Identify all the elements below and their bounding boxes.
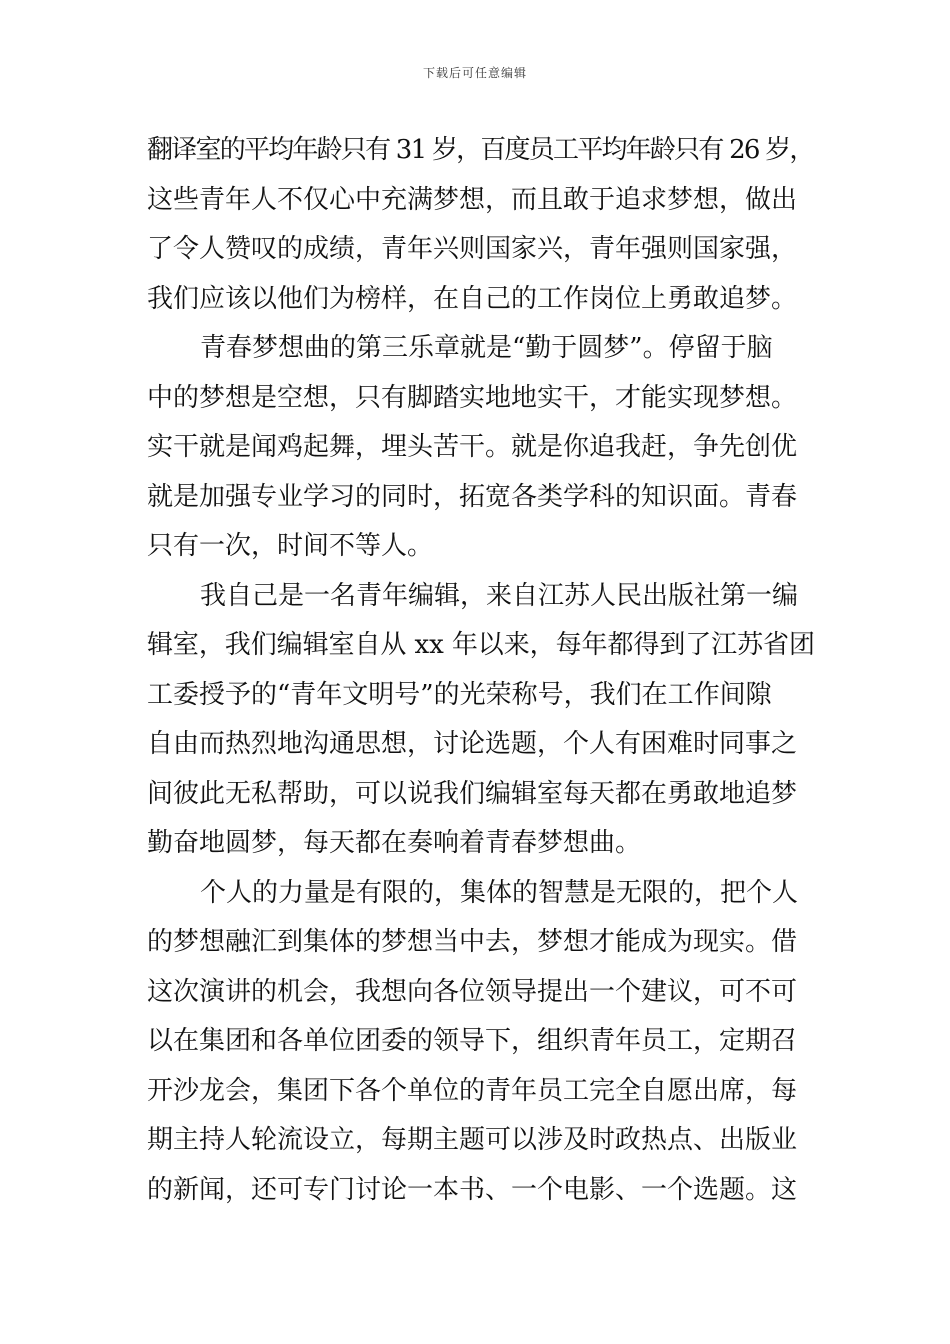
page-header: 下载后可任意编辑 <box>422 66 527 80</box>
text-line: 翻译室的平均年龄只有 31 岁，百度员工平均年龄只有 26 岁， <box>147 135 814 165</box>
text-line: 这些青年人不仅心中充满梦想，而且敢于追求梦想，做出 <box>147 184 798 215</box>
text-line: 中的梦想是空想，只有脚踏实地地实干，才能实现梦想。 <box>147 382 798 413</box>
text-line: 我自己是一名青年编辑，来自江苏人民出版社第一编 <box>200 580 799 611</box>
text-line: 间彼此无私帮助，可以说我们编辑室每天都在勇敢地追梦 <box>147 778 798 809</box>
text-line: 我们应该以他们为榜样，在自己的工作岗位上勇敢追梦。 <box>147 283 798 314</box>
text-line: 勤奋地圆梦，每天都在奏响着青春梦想曲。 <box>147 828 642 858</box>
text-line: 工委授予的“青年文明号”的光荣称号，我们在工作间隙 <box>147 679 772 710</box>
text-line: 辑室，我们编辑室自从 xx 年以来，每年都得到了江苏省团 <box>147 630 815 660</box>
text-line: 个人的力量是有限的，集体的智慧是无限的，把个人 <box>200 877 799 908</box>
text-line: 只有一次，时间不等人。 <box>147 531 434 561</box>
text-line: 就是加强专业学习的同时，拓宽各类学科的知识面。青春 <box>147 481 798 512</box>
text-line: 的新闻，还可专门讨论一本书、一个电影、一个选题。这 <box>147 1174 798 1205</box>
text-line: 了令人赞叹的成绩，青年兴则国家兴，青年强则国家强， <box>147 234 798 264</box>
text-line: 的梦想融汇到集体的梦想当中去，梦想才能成为现实。借 <box>147 927 798 957</box>
text-line: 青春梦想曲的第三乐章就是“勤于圆梦”。停留于脑 <box>200 333 773 363</box>
text-line: 自由而热烈地沟通思想，讨论选题，个人有困难时同事之 <box>147 729 798 759</box>
text-line: 期主持人轮流设立，每期主题可以涉及时政热点、出版业 <box>147 1125 798 1155</box>
text-line: 开沙龙会，集团下各个单位的青年员工完全自愿出席，每 <box>147 1075 798 1106</box>
body-text <box>147 126 815 1215</box>
text-line: 以在集团和各单位团委的领导下，组织青年员工，定期召 <box>147 1026 798 1056</box>
text-line: 这次演讲的机会，我想向各位领导提出一个建议，可不可 <box>147 976 798 1007</box>
text-line: 实干就是闻鸡起舞，埋头苦干。就是你追我赶，争先创优 <box>147 432 798 462</box>
